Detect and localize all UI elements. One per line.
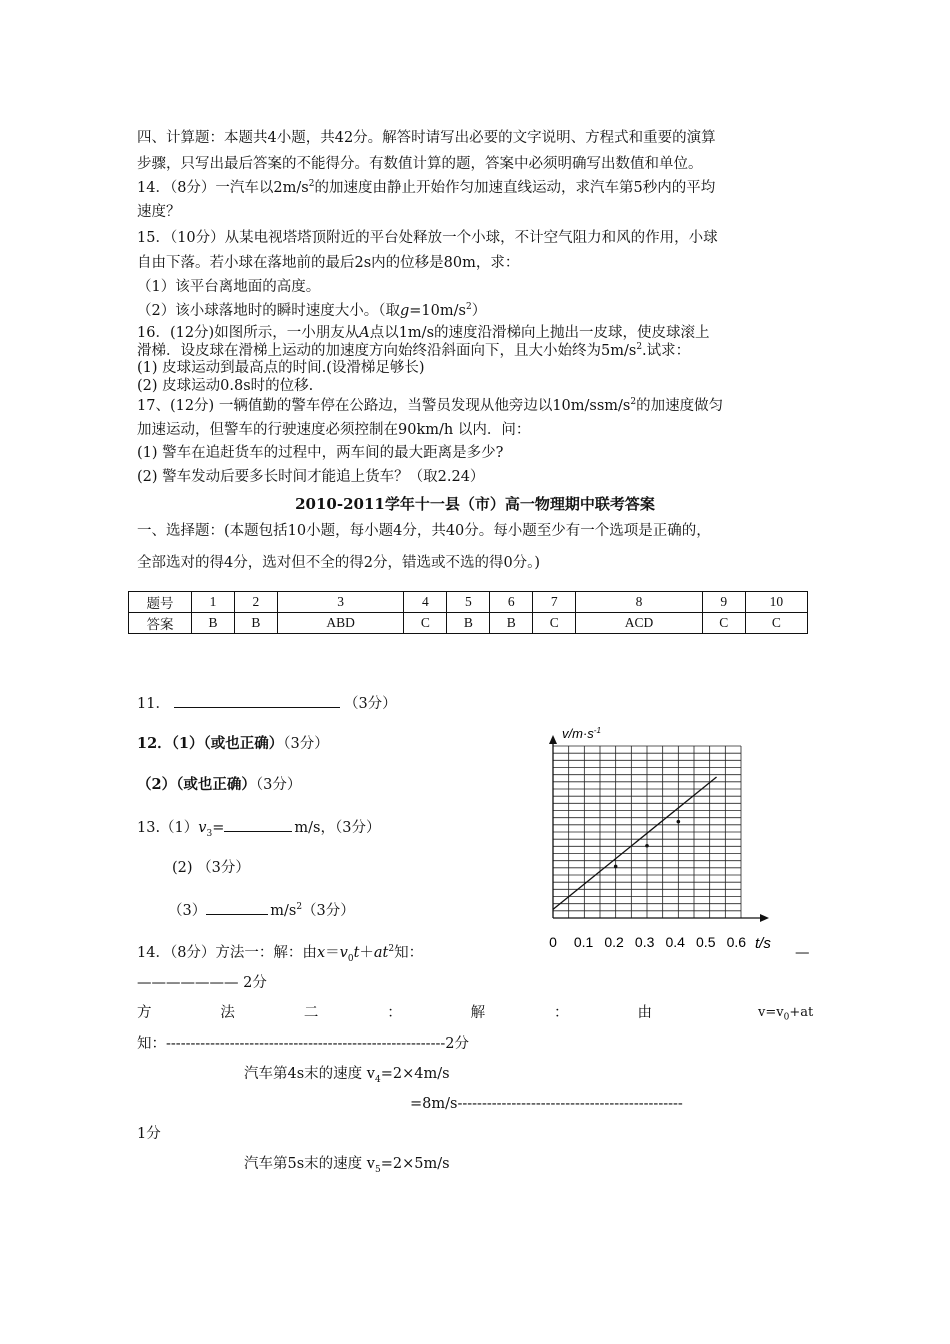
table-cell: 9 — [702, 592, 745, 613]
q15-line2: 自由下落。若小球在落地前的最后2s内的位移是80m，求： — [137, 255, 520, 271]
a14-method2 — [137, 1003, 652, 1023]
q16-line2: 滑梯．设皮球在滑梯上运动的加速度方向始终沿斜面向下，且大小始终为$5m/s^2$.试求： — [137, 342, 691, 359]
method2-word: 由 — [637, 1005, 652, 1021]
method2-word: 法 — [220, 1005, 235, 1021]
table-cell: C — [702, 613, 745, 634]
a14-method2-tail: $v=v_0+at$ — [758, 1005, 814, 1023]
a14-line1: 14．（8分）方法一：解：由$x=v_0t+at^2$知： — [137, 944, 424, 964]
method2-word: 二 — [303, 1005, 319, 1021]
a14-v4-line: 汽车第4s末的速度 $v_4=2\times 4m/s$ — [244, 1066, 450, 1085]
table-cell: 7 — [533, 592, 576, 613]
method2-word: ： — [387, 1005, 402, 1021]
graph-xtick-label: 0.6 — [726, 934, 747, 950]
a14-score1: 1分 — [137, 1126, 161, 1142]
q14-line2: 速度？ — [137, 204, 181, 220]
velocity-time-graph — [540, 722, 790, 958]
a12-line1: 12．（1）（或也正确）（3分） — [137, 735, 329, 752]
graph-data-point — [677, 820, 681, 824]
graph-axes — [549, 735, 769, 922]
a14-line2: ——————— 2分 — [137, 975, 267, 991]
graph-grid — [553, 746, 741, 918]
graph-xtick-label: 0.2 — [604, 934, 624, 950]
table-cell: 6 — [490, 592, 533, 613]
answer-table — [128, 591, 808, 634]
table-cell: 1 — [192, 592, 235, 613]
q17-line3: (1) 警车在追赶货车的过程中，两车间的最大距离是多少? — [137, 445, 504, 461]
table-cell: B — [192, 613, 235, 634]
sec4-line1: 四、计算题：本题共4小题，共42分。解答时请写出必要的文字说明、方程式和重要的演算 — [137, 130, 716, 146]
table-cell: C — [533, 613, 576, 634]
a13-line3: （3） $m/s^2(3$分） — [168, 900, 355, 921]
graph-data-point — [614, 865, 618, 869]
a13-line2: (2) （3分） — [172, 860, 250, 876]
q16-line3: (1) 皮球运动到最高点的时间.(设滑梯足够长) — [137, 360, 425, 376]
graph-xtick-labels — [549, 934, 746, 950]
graph-data-point — [645, 844, 649, 848]
answer-blank — [174, 693, 340, 708]
table-row-answers — [129, 613, 808, 634]
method2-word: ： — [554, 1005, 569, 1021]
table-cell: 8 — [576, 592, 703, 613]
graph-xtick-label: 0.3 — [634, 934, 655, 950]
a14-eq8-line: =8m/s---------------------------------------------- — [410, 1096, 683, 1112]
graph-xtick-label: 0.1 — [573, 934, 594, 950]
q15-line1: 15．（10分）从某电视塔塔顶附近的平台处释放一个小球，不计空气阻力和风的作用，小球 — [137, 230, 718, 246]
q17-line4: (2) 警车发动后要多长时间才能追上货车？（取2.24） — [137, 469, 485, 485]
table-answer-label: 答案 — [129, 613, 192, 634]
method2-word: 解 — [470, 1005, 486, 1021]
table-cell: C — [745, 613, 807, 634]
table-cell: C — [404, 613, 447, 634]
table-cell: ABD — [277, 613, 404, 634]
table-cell: B — [447, 613, 490, 634]
a14-v5-line: 汽车第5s末的速度 $v_5=2\times 5m/s$ — [244, 1156, 450, 1175]
a13-line1: $13.(1)v_3= m/s$，（3分） — [137, 817, 380, 838]
graph-xtick-label: 0.4 — [665, 934, 685, 950]
graph-xtick-label: 0 — [549, 934, 557, 950]
sec4-line2: 步骤，只写出最后答案的不能得分。有数值计算的题，答案中必须明确写出数值和单位。 — [137, 156, 703, 172]
answer-blank — [224, 817, 292, 832]
sec1-line2: 全部选对的得4分，选对但不全的得2分，错选或不选的得0分。) — [137, 555, 541, 571]
answer-blank — [206, 900, 268, 915]
method2-word: 方 — [137, 1005, 152, 1021]
a12-line2: （2）（或也正确）（3分） — [137, 776, 302, 793]
q16-line4: (2) 皮球运动0.8s时的位移. — [137, 378, 314, 394]
graph-xlabel: t/s — [755, 935, 771, 952]
a11-line: 11． （3分） — [137, 693, 397, 714]
table-cell: 10 — [745, 592, 807, 613]
q16-line1: 16．(12分)如图所示，一小朋友从A点以1m/s的速度沿滑梯向上抛出一皮球，使皮球滚上 — [137, 325, 710, 341]
a14-dash-tail: — — [795, 945, 810, 961]
q14-line1: 14．（8分）一汽车以$2m/s^2$的加速度由静止开始作匀加速直线运动，求汽车第5秒内的平均 — [137, 179, 716, 196]
q17-line2: 加速运动，但警车的行驶速度必须控制在90km/h 以内．问： — [137, 422, 531, 438]
table-row-numbers — [129, 592, 808, 613]
table-cell: 4 — [404, 592, 447, 613]
a14-line4: 知：---------------------------------------------------------2分 — [137, 1036, 469, 1052]
graph-xtick-label: 0.5 — [696, 934, 716, 950]
table-cell: B — [490, 613, 533, 634]
q15-line3: （1）该平台离地面的高度。 — [137, 279, 321, 295]
answer-title: 2010-2011学年十一县（市）高一物理期中联考答案 — [295, 495, 655, 513]
q17-line1: 17、(12分) 一辆值勤的警车停在公路边，当警员发现从他旁边以$10m/ssm/s^2$的加速度做匀 — [137, 397, 724, 414]
graph-ylabel: $v/m\cdot s^{-1}$ — [562, 726, 601, 741]
table-cell: B — [234, 613, 277, 634]
table-cell: ACD — [576, 613, 703, 634]
q15-line4: （2）该小球落地时的瞬时速度大小。（取$g=10m/s^2$） — [137, 302, 487, 319]
table-cell: 2 — [234, 592, 277, 613]
sec1-line1: 一、选择题：(本题包括10小题，每小题4分，共40分。每小题至少有一个选项是正确的， — [137, 523, 711, 539]
table-cell: 5 — [447, 592, 490, 613]
table-cell: 3 — [277, 592, 404, 613]
table-header-label: 题号 — [129, 592, 192, 613]
